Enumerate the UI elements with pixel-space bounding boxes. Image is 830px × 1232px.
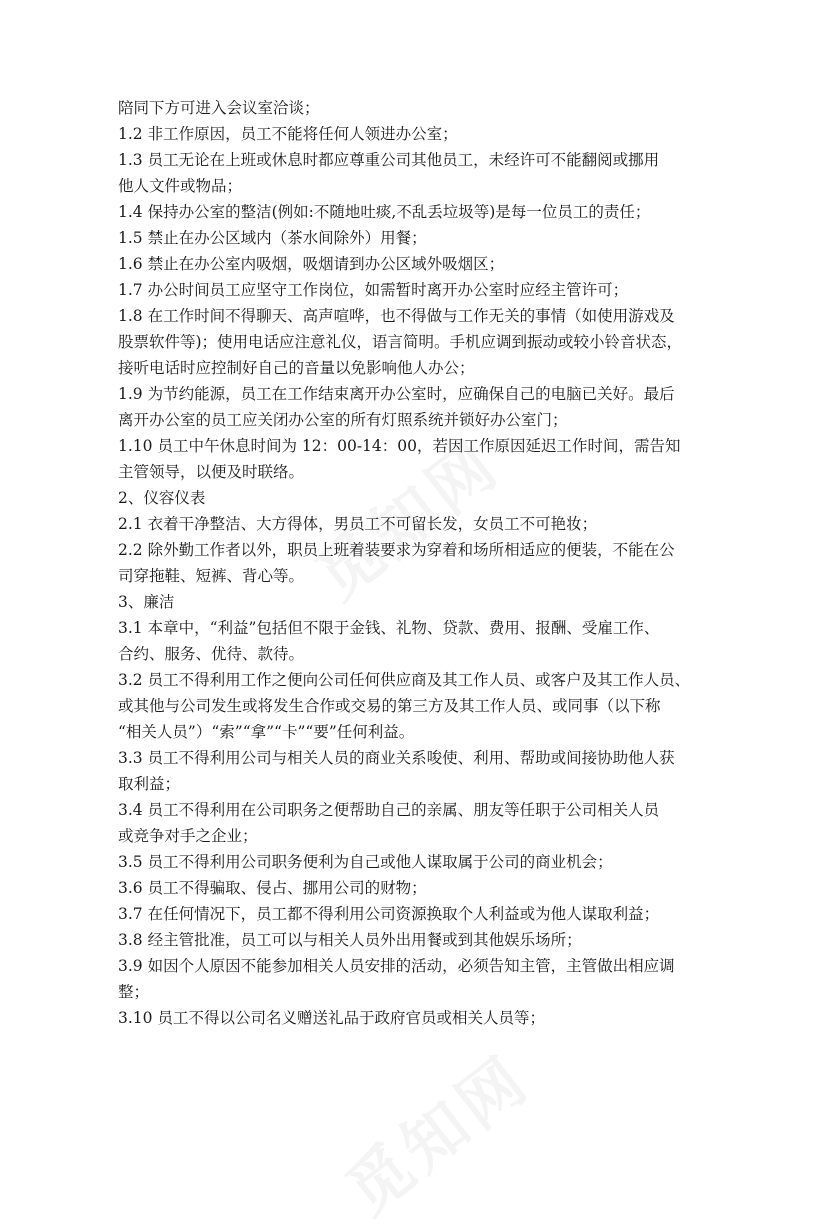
text-line: 陪同下方可进入会议室洽谈；	[118, 99, 320, 117]
text-line: 3.7 在任何情况下，员工都不得利用公司资源换取个人利益或为他人谋取利益；	[118, 905, 660, 923]
text-line: 1.6 禁止在办公室内吸烟，吸烟请到办公区域外吸烟区；	[118, 255, 505, 273]
text-line: 3.9 如因个人原因不能参加相关人员安排的活动，必须告知主管，主管做出相应调	[118, 957, 675, 975]
text-line: 1.3 员工无论在上班或休息时都应尊重公司其他员工，未经许可不能翻阅或挪用	[118, 151, 660, 169]
text-line: 1.2 非工作原因，员工不能将任何人领进办公室；	[118, 125, 458, 143]
text-line: 1.7 办公时间员工应坚守工作岗位，如需暂时离开办公室时应经主管许可；	[118, 281, 629, 299]
section-heading: 2、仪容仪表	[118, 489, 206, 507]
text-line: 3.10 员工不得以公司名义赠送礼品于政府官员或相关人员等；	[118, 1009, 545, 1027]
text-line: 整；	[118, 983, 150, 1001]
text-line: 3.1 本章中，“利益”包括但不限于金钱、礼物、贷款、费用、报酬、受雇工作、	[118, 619, 660, 637]
text-line: 1.5 禁止在办公区域内（茶水间除外）用餐；	[118, 229, 427, 247]
section-heading: 3、廉洁	[118, 593, 175, 611]
text-line: 1.10 员工中午休息时间为 12：00-14：00，若因工作原因延迟工作时间，需告知	[118, 437, 681, 455]
text-line: 1.4 保持办公室的整洁(例如:不随地吐痰,不乱丢垃圾等)是每一位员工的责任；	[118, 203, 651, 221]
text-line: 股票软件等)；使用电话应注意礼仪，语言简明。手机应调到振动或较小铃音状态，	[118, 333, 683, 351]
text-line: 离开办公室的员工应关闭办公室的所有灯照系统并锁好办公室门；	[118, 411, 568, 429]
text-line: 3.2 员工不得利用工作之便向公司任何供应商及其工作人员、或客户及其工作人员、	[118, 671, 691, 689]
text-line: 3.3 员工不得利用公司与相关人员的商业关系唆使、利用、帮助或间接协助他人获	[118, 749, 675, 767]
document-body	[118, 95, 718, 1031]
text-line: 2.2 除外勤工作者以外，职员上班着装要求为穿着和场所相适应的便装，不能在公	[118, 541, 675, 559]
text-line: 他人文件或物品；	[118, 177, 243, 195]
text-line: 或竞争对手之企业；	[118, 827, 258, 845]
text-line: 1.8 在工作时间不得聊天、高声喧哗，也不得做与工作无关的事情（如使用游戏及	[118, 307, 675, 325]
text-line: 主管领导，以便及时联络。	[118, 463, 305, 481]
text-line: 3.8 经主管批准，员工可以与相关人员外出用餐或到其他娱乐场所；	[118, 931, 582, 949]
text-line: “相关人员”）“索”“拿”“卡”“要”任何利益。	[118, 723, 415, 741]
text-line: 1.9 为节约能源，员工在工作结束离开办公室时，应确保自己的电脑已关好。最后	[118, 385, 675, 403]
text-line: 3.6 员工不得骗取、侵占、挪用公司的财物；	[118, 879, 427, 897]
text-line: 司穿拖鞋、短裤、背心等。	[118, 567, 305, 585]
text-line: 2.1 衣着干净整洁、大方得体，男员工不可留长发，女员工不可艳妆；	[118, 515, 598, 533]
watermark	[324, 1030, 546, 1232]
text-line: 或其他与公司发生或将发生合作或交易的第三方及其工作人员、或同事（以下称	[118, 697, 661, 715]
text-line: 取利益；	[118, 775, 181, 793]
text-line: 3.5 员工不得利用公司职务便利为自己或他人谋取属于公司的商业机会；	[118, 853, 613, 871]
text-line: 合约、服务、优待、款待。	[118, 645, 305, 663]
text-line: 3.4 员工不得利用在公司职务之便帮助自己的亲属、朋友等任职于公司相关人员	[118, 801, 660, 819]
text-line: 接听电话时应控制好自己的音量以免影响他人办公；	[118, 359, 475, 377]
